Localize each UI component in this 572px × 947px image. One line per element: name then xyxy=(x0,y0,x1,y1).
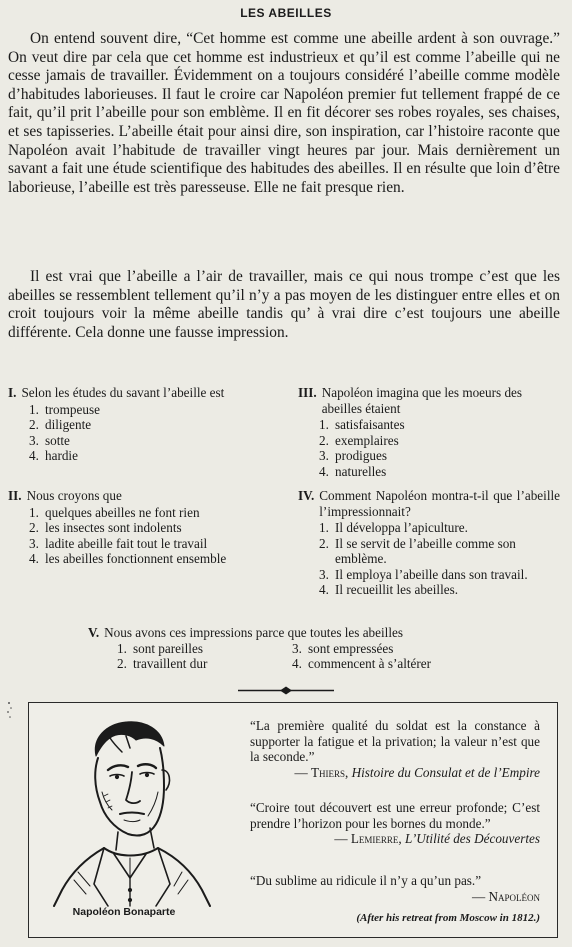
option[interactable] xyxy=(319,536,560,567)
option-number: 1. xyxy=(319,520,329,535)
option-text: quelques abeilles ne font rien xyxy=(45,504,200,520)
option[interactable] xyxy=(319,567,560,583)
quote-author: Napoléon xyxy=(488,888,540,904)
quote-context-note: (After his retreat from Moscow in 1812.) xyxy=(356,912,540,924)
question-number: III. xyxy=(298,385,317,400)
question-number: IV. xyxy=(298,488,315,503)
quote-attribution: — Napoléon xyxy=(471,888,540,904)
option-text: Il se servit de l’abeille comme son emblème. xyxy=(335,535,516,566)
option[interactable] xyxy=(319,520,560,536)
option[interactable] xyxy=(319,417,560,433)
option-text: Il recueillit les abeilles. xyxy=(335,582,459,597)
option-text: trompeuse xyxy=(45,401,100,417)
quote-author: Thiers xyxy=(310,764,345,780)
option-text: Il employa l’abeille dans son travail. xyxy=(335,566,528,582)
option-number: 2. xyxy=(29,520,39,535)
question-stem: Nous avons ces impressions parce que toutes les abeilles xyxy=(104,625,403,640)
option-number: 2. xyxy=(319,432,329,448)
option-text: sont pareilles xyxy=(133,640,203,656)
quote-attribution: — Thiers, Histoire du Consulat et de l’Empire xyxy=(294,764,540,780)
quote-work: Histoire du Consulat et de l’Empire xyxy=(351,764,540,780)
question-3 xyxy=(298,385,560,479)
option-number: 3. xyxy=(29,535,39,551)
ornamental-divider xyxy=(238,686,334,695)
option[interactable] xyxy=(29,551,278,567)
question-stem: Napoléon imagina que les moeurs des abeilles étaient xyxy=(321,385,523,416)
option-number: 1. xyxy=(117,640,127,656)
option-number: 4. xyxy=(29,448,39,463)
option-text: travaillent dur xyxy=(133,656,208,671)
question-stem: Selon les études du savant l’abeille est xyxy=(21,385,225,400)
option[interactable] xyxy=(29,433,278,449)
option-number: 1. xyxy=(319,417,329,432)
option-number: 3. xyxy=(29,432,39,448)
option-text: Il développa l’apiculture. xyxy=(335,520,468,535)
quote-attribution: — Lemierre, L’Utilité des Découvertes xyxy=(334,831,540,846)
option-text: sont empressées xyxy=(308,640,394,656)
quote-text: “Croire tout découvert est une erreur profonde; C’est prendre l’horizon pour les bornes du monde.” xyxy=(250,800,540,831)
question-4 xyxy=(298,488,560,598)
question-number: V. xyxy=(88,625,100,640)
option-number: 4. xyxy=(29,551,39,566)
option-number: 3. xyxy=(319,566,329,582)
option[interactable] xyxy=(117,656,292,672)
question-5 xyxy=(88,625,498,672)
option-number: 3. xyxy=(292,640,302,656)
quote-text: “La première qualité du soldat est la constance à supporter la fatigue et la privation; la valeur n’est que la seconde.” xyxy=(250,718,540,764)
question-number: I. xyxy=(8,385,17,400)
question-stem: Comment Napoléon montra-t-il que l’abeille l’impressionnait? xyxy=(319,488,560,519)
option-number: 1. xyxy=(29,401,39,417)
option[interactable] xyxy=(29,417,278,433)
option[interactable] xyxy=(29,505,278,521)
option-number: 4. xyxy=(292,656,302,671)
option-text: commencent à s’altérer xyxy=(308,656,432,671)
paragraph-1: On entend souvent dire, “Cet homme est comme une abeille ardent à son ouvrage.” On veut dire par cela que cet homme est industrieux et qu’il est comme l’abeille qui ne cesse jamais de travailler. Évidemment on a toujours considéré l’abeille comme modèle d’habitudes laborieuses. Il faut le croire car Napoléon premier fut tellement frappé de ce fait, qu’il prit l’abeille pour son emblème. Il en fit décorer ses robes royales, ses chaises, et ses tapisseries. L’abeille était pour ainsi dire, son inspiration, car l’histoire raconte que Napoléon avait l’habitude de travailler vingt heures par jour. Mais dernièrement un savant a fait une étude scientifique des habitudes des abeilles. Il en résulte que loin d’être laborieuse, l’abeille est très paresseuse. Elle ne fait presque rien. xyxy=(8,30,560,196)
page-title: LES ABEILLES xyxy=(240,6,332,20)
option-text: hardie xyxy=(45,448,78,463)
option-number: 3. xyxy=(319,448,329,463)
option-text: exemplaires xyxy=(335,432,399,448)
option-number: 2. xyxy=(319,535,329,551)
quote-text: “Du sublime au ridicule il n’y a qu’un pas.” xyxy=(250,873,482,888)
quote-1 xyxy=(250,718,540,780)
quote-3 xyxy=(250,873,540,904)
option-text: ladite abeille fait tout le travail xyxy=(45,535,208,551)
portrait-caption: Napoléon Bonaparte xyxy=(72,906,176,918)
option-text: diligente xyxy=(45,417,92,432)
question-stem: Nous croyons que xyxy=(26,488,122,503)
question-2 xyxy=(8,488,278,567)
option-number: 2. xyxy=(117,656,127,671)
option[interactable] xyxy=(292,641,492,657)
question-number: II. xyxy=(8,488,22,503)
option[interactable] xyxy=(319,464,560,480)
option-text: naturelles xyxy=(335,463,387,479)
option[interactable] xyxy=(29,402,278,418)
option-text: sotte xyxy=(45,432,70,448)
question-1 xyxy=(8,385,278,464)
option[interactable] xyxy=(117,641,292,657)
option-number: 1. xyxy=(29,504,39,520)
option-number: 4. xyxy=(319,463,329,479)
option-text: les insectes sont indolents xyxy=(45,520,182,535)
option[interactable] xyxy=(319,448,560,464)
paragraph-2: Il est vrai que l’abeille a l’air de travailler, mais ce qui nous trompe c’est que les abeilles se ressemblent tellement qu’il n’y a pas moyen de les distinguer entre elles et on croit toujours voir la même abeille tandis qu’ à vrai dire c’est toujours une abeille différente. Cela donne une fausse impression. xyxy=(8,268,560,341)
option-number: 4. xyxy=(319,582,329,597)
option[interactable] xyxy=(292,656,492,672)
option[interactable] xyxy=(29,448,278,464)
option[interactable] xyxy=(29,536,278,552)
quote-2 xyxy=(250,800,540,847)
option-number: 2. xyxy=(29,417,39,432)
option-text: prodigues xyxy=(335,448,388,463)
option[interactable] xyxy=(319,433,560,449)
quote-author: Lemierre xyxy=(350,831,399,846)
option[interactable] xyxy=(319,582,560,598)
quote-work: L’Utilité des Découvertes xyxy=(404,831,540,846)
option[interactable] xyxy=(29,520,278,536)
option-text: les abeilles fonctionnent ensemble xyxy=(45,551,227,566)
option-text: satisfaisantes xyxy=(335,417,405,432)
margin-mark xyxy=(6,700,14,722)
napoleon-portrait xyxy=(34,708,230,908)
